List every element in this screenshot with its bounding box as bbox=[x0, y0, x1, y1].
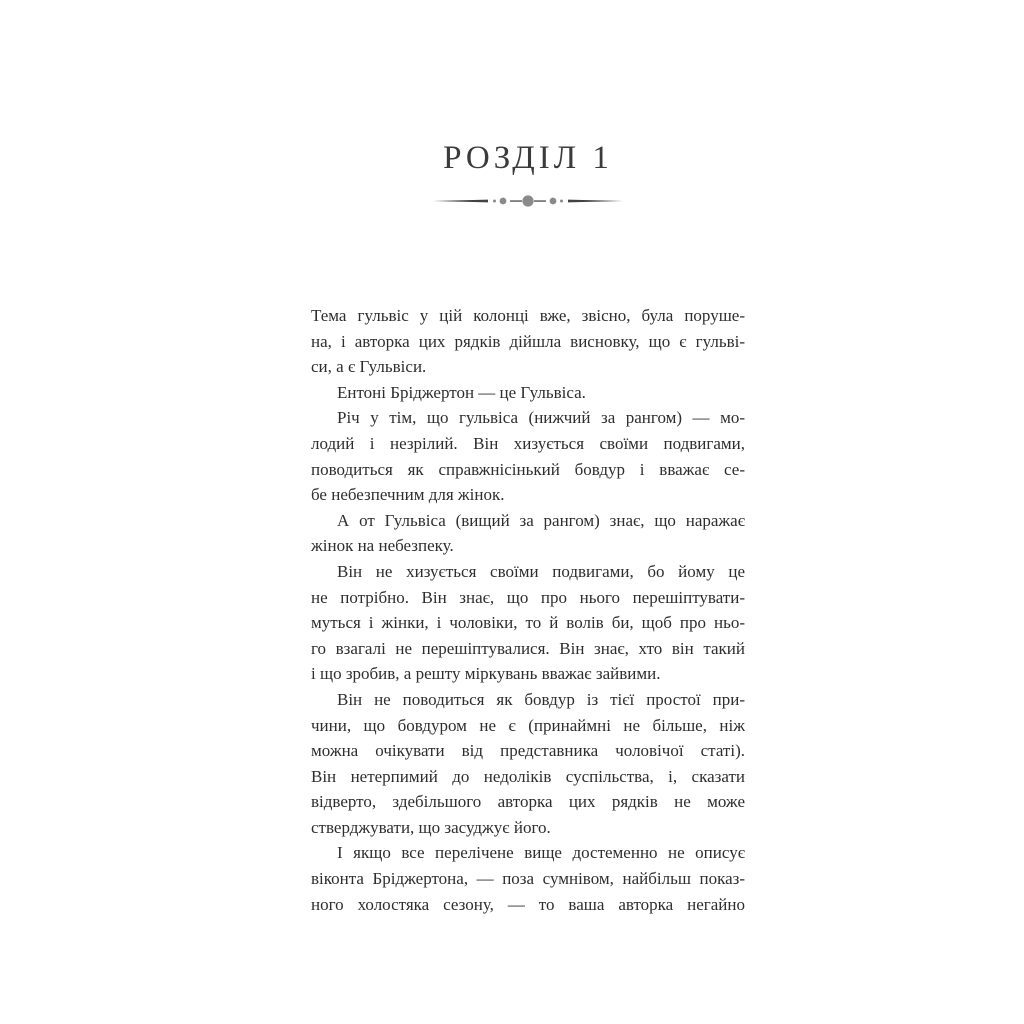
body-text-line: Тема гульвіс у цій колонці вже, звісно, була поруше- bbox=[311, 306, 745, 325]
body-text-line: і що зробив, а решту міркувань вважає зайвими. bbox=[311, 664, 661, 684]
body-text-line: си, а є Гульвіси. bbox=[311, 357, 427, 377]
body-text-line: Річ у тім, що гульвіса (нижчий за рангом) — мо- bbox=[337, 408, 745, 428]
body-text-line: стверджувати, що засуджує його. bbox=[311, 817, 551, 837]
body-text-line: віконта Бріджертона, — поза сумнівом, найбільш показ- bbox=[311, 869, 745, 889]
body-text-line: відверто, здебільшого авторка цих рядків не може bbox=[311, 792, 745, 812]
body-text-line: чини, що бовдуром не є (принаймні не більше, ніж bbox=[311, 715, 745, 735]
body-text-line: Він не поводиться як бовдур із тієї простої при- bbox=[337, 689, 745, 709]
chapter-body bbox=[311, 303, 745, 917]
body-text-line: го взагалі не перешіптувалися. Він знає, хто він такий bbox=[311, 638, 745, 658]
body-text-line: І якщо все перелічене вище достеменно не описує bbox=[337, 843, 745, 863]
chapter-title: РОЗДІЛ 1 bbox=[443, 140, 613, 176]
body-text-line: поводиться як справжнісінький бовдур і вважає се- bbox=[311, 459, 745, 479]
body-text-line: лодий і незрілий. Він хизується своїми подвигами, bbox=[311, 433, 745, 453]
body-text-line: бе небезпечним для жінок. bbox=[311, 485, 505, 505]
body-text-line: Він не хизується своїми подвигами, бо йому це bbox=[337, 561, 745, 581]
body-text-line: можна очікувати від представника чоловічої статі). bbox=[311, 741, 745, 761]
body-text-line: Ентоні Бріджертон — це Гульвіса. bbox=[337, 382, 586, 402]
body-text-line: жінок на небезпеку. bbox=[311, 536, 454, 556]
body-text-line: ного холостяка сезону, — то ваша авторка негайно bbox=[311, 894, 745, 914]
body-text-line: муться і жінки, і чоловіки, то й волів би, щоб про ньо- bbox=[311, 613, 745, 633]
ornamental-divider-icon bbox=[428, 193, 628, 209]
body-text-line: на, і авторка цих рядків дійшла висновку, що є гульві- bbox=[311, 331, 745, 351]
body-text-line: не потрібно. Він знає, що про нього перешіптувати- bbox=[311, 587, 745, 607]
ornamental-divider bbox=[311, 193, 745, 209]
body-text-line: А от Гульвіса (вищий за рангом) знає, що наражає bbox=[337, 510, 745, 530]
body-text-line: Він нетерпимий до недоліків суспільства, і, сказати bbox=[311, 766, 745, 786]
